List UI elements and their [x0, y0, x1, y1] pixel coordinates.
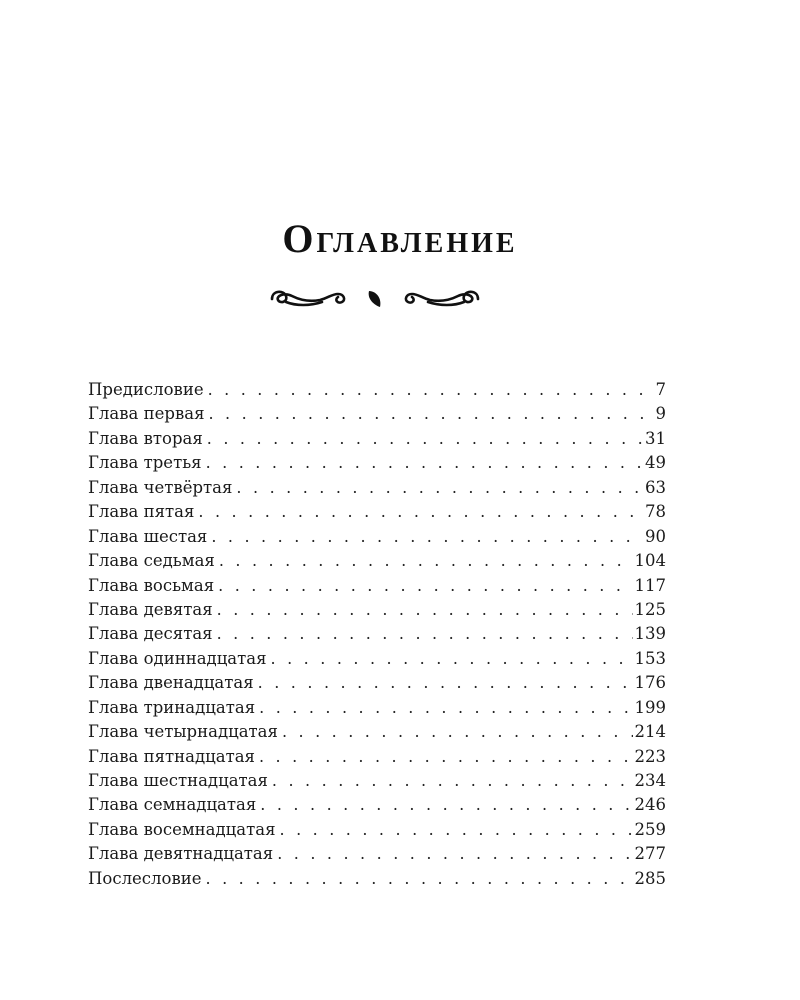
dot-leader [208, 378, 654, 402]
dot-leader [260, 793, 632, 817]
dot-leader [217, 622, 633, 646]
toc-entry [88, 378, 666, 402]
toc-entry [88, 525, 666, 549]
toc-entry-title: Глава четырнадцатая [88, 722, 278, 742]
toc-entry-page-number: 125 [634, 599, 666, 619]
toc-entry-page-number: 31 [645, 428, 666, 448]
dot-leader [272, 769, 633, 793]
toc-entry-title: Глава шестая [88, 526, 208, 546]
toc-entry-title: Глава шестнадцатая [88, 771, 268, 790]
toc-entry-page-number: 63 [645, 477, 666, 497]
toc-entry [88, 549, 666, 573]
toc-entry-page-number: 139 [634, 624, 666, 644]
toc-entry-title: Глава третья [88, 453, 202, 473]
toc-entry [88, 500, 666, 524]
dot-leader [259, 696, 632, 720]
toc-entry-page-number: 7 [655, 380, 666, 399]
toc-entry [88, 647, 666, 671]
dot-leader [206, 867, 633, 891]
dot-leader [211, 525, 643, 549]
toc-entry [88, 427, 666, 451]
toc-entry [88, 867, 666, 891]
toc-entry-page-number: 234 [634, 771, 666, 790]
toc-entry [88, 818, 666, 842]
dot-leader [258, 671, 633, 695]
toc-entry-page-number: 153 [634, 648, 666, 668]
toc-entry-page-number: 104 [634, 551, 666, 571]
dot-leader [259, 745, 633, 769]
toc-entry-title: Глава вторая [88, 428, 203, 448]
dot-leader [277, 842, 632, 866]
toc-entry-title: Глава девятая [88, 599, 213, 619]
toc-entry [88, 476, 666, 500]
table-of-contents [88, 378, 666, 891]
toc-entry [88, 696, 666, 720]
toc-entry [88, 793, 666, 817]
toc-entry-title: Глава пятнадцатая [88, 746, 255, 766]
toc-entry [88, 720, 666, 744]
toc-entry-page-number: 49 [645, 453, 666, 473]
dot-leader [280, 818, 633, 842]
toc-entry-page-number: 285 [634, 868, 666, 888]
toc-entry-page-number: 117 [634, 575, 666, 595]
toc-entry-page-number: 246 [634, 795, 666, 815]
flourish-divider-icon [266, 280, 484, 316]
toc-entry-page-number: 176 [634, 673, 666, 693]
toc-entry-title: Глава четвёртая [88, 477, 233, 497]
toc-entry-title: Послесловие [88, 868, 202, 888]
toc-entry-title: Глава двенадцатая [88, 673, 254, 693]
dot-leader [236, 476, 643, 500]
dot-leader [271, 647, 633, 671]
toc-entry-page-number: 199 [634, 697, 666, 717]
toc-entry-title: Глава семнадцатая [88, 795, 257, 815]
toc-entry-page-number: 9 [655, 404, 666, 424]
toc-entry [88, 745, 666, 769]
toc-entry [88, 402, 666, 426]
toc-entry-title: Глава одиннадцатая [88, 648, 267, 668]
toc-entry-title: Предисловие [88, 380, 204, 399]
toc-entry [88, 769, 666, 793]
toc-entry-page-number: 78 [645, 502, 666, 522]
dot-leader [282, 720, 633, 744]
toc-entry-title: Глава восемнадцатая [88, 819, 276, 839]
toc-entry [88, 622, 666, 646]
dot-leader [208, 402, 653, 426]
page-title: Оглавление [282, 215, 518, 261]
toc-entry-title: Глава десятая [88, 624, 213, 644]
toc-entry-title: Глава первая [88, 404, 205, 424]
toc-entry-title: Глава тринадцатая [88, 697, 256, 717]
toc-entry-page-number: 90 [645, 526, 666, 546]
dot-leader [198, 500, 643, 524]
toc-entry-page-number: 277 [634, 844, 666, 864]
toc-entry-page-number: 223 [634, 746, 666, 766]
toc-entry [88, 842, 666, 866]
toc-entry-title: Глава девятнадцатая [88, 844, 274, 864]
dot-leader [217, 598, 633, 622]
toc-entry [88, 451, 666, 475]
toc-entry-page-number: 259 [634, 819, 666, 839]
dot-leader [207, 427, 643, 451]
dot-leader [206, 451, 643, 475]
toc-entry [88, 574, 666, 598]
toc-entry-title: Глава седьмая [88, 551, 215, 571]
toc-entry-title: Глава пятая [88, 502, 195, 522]
toc-entry-page-number: 214 [634, 722, 666, 742]
toc-entry [88, 671, 666, 695]
toc-entry [88, 598, 666, 622]
dot-leader [219, 549, 633, 573]
dot-leader [218, 574, 632, 598]
toc-entry-title: Глава восьмая [88, 575, 215, 595]
